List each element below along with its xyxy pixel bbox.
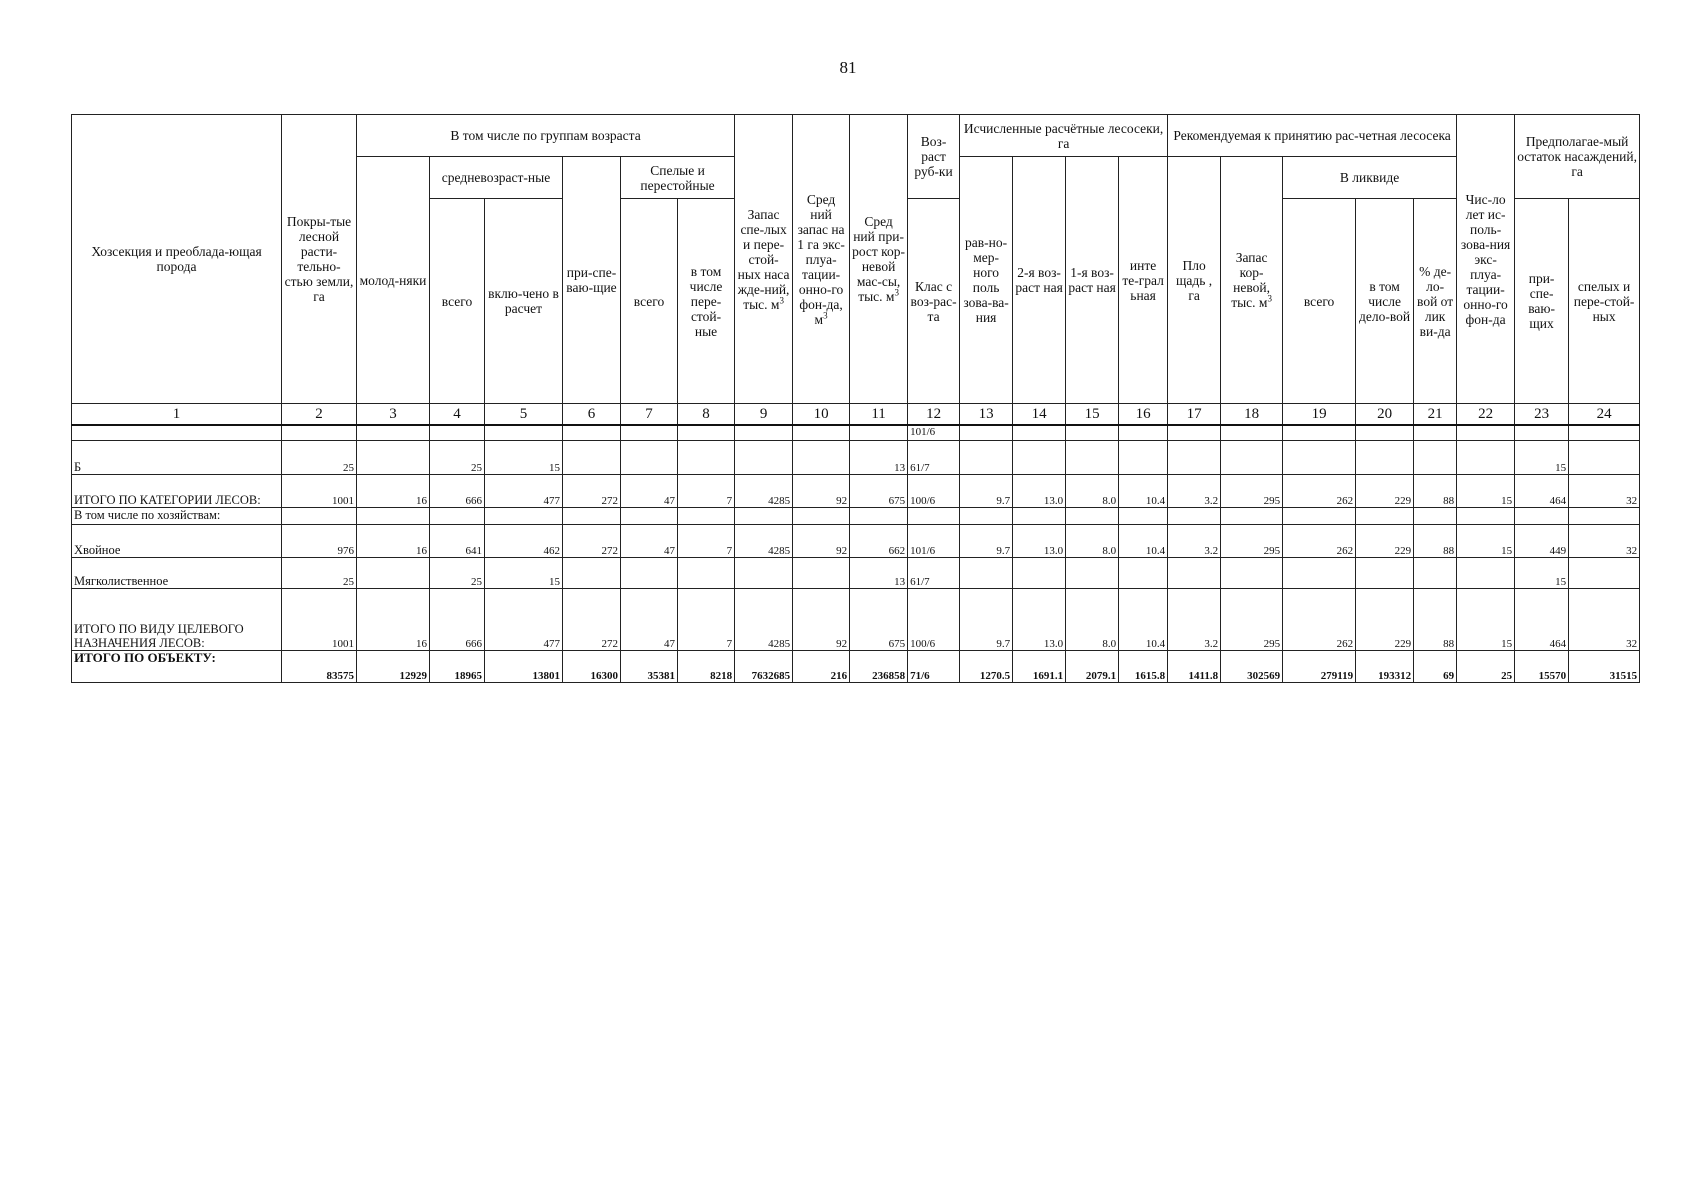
column-number: 22: [1457, 404, 1515, 426]
header-age-groups: В том числе по группам возраста: [357, 115, 735, 157]
table-cell: [430, 507, 485, 524]
table-cell: [1013, 425, 1066, 440]
table-cell: [1414, 425, 1457, 440]
table-cell: [1221, 507, 1283, 524]
table-cell: [1066, 425, 1119, 440]
table-cell: 16: [357, 588, 430, 650]
cutting-area-table: [71, 114, 1640, 683]
table-cell: 302569: [1221, 650, 1283, 682]
header-second-age: 2-я воз-раст ная: [1013, 157, 1066, 404]
table-cell: [1283, 425, 1356, 440]
table-cell: 1691.1: [1013, 650, 1066, 682]
table-cell: 229: [1356, 524, 1414, 557]
table-cell: 9.7: [960, 588, 1013, 650]
table-cell: [960, 425, 1013, 440]
table-cell: 236858: [850, 650, 908, 682]
table-cell: [563, 440, 621, 474]
header-liquid-total: всего: [1283, 199, 1356, 404]
table-cell: 3.2: [1168, 588, 1221, 650]
header-remaining-ripe: спелых и пере-стой-ных: [1569, 199, 1640, 404]
table-cell: [1356, 440, 1414, 474]
table-cell: [1013, 507, 1066, 524]
table-cell: 32: [1569, 524, 1640, 557]
table-cell: [357, 557, 430, 588]
table-cell: 464: [1515, 588, 1569, 650]
column-number-row: [72, 404, 1640, 426]
table-cell: [678, 557, 735, 588]
table-cell: [678, 425, 735, 440]
age-class-cell: 100/6: [908, 588, 960, 650]
column-number: 23: [1515, 404, 1569, 426]
table-row: [72, 650, 1640, 682]
table-row: [72, 425, 1640, 440]
table-cell: [357, 507, 430, 524]
table-cell: [1457, 557, 1515, 588]
table-cell: [735, 440, 793, 474]
table-cell: 295: [1221, 524, 1283, 557]
column-number: 4: [430, 404, 485, 426]
table-cell: 35381: [621, 650, 678, 682]
table-cell: 262: [1283, 588, 1356, 650]
age-class-cell: 61/7: [908, 557, 960, 588]
row-label: Хвойное: [72, 524, 282, 557]
table-cell: 1001: [282, 588, 357, 650]
column-number: 13: [960, 404, 1013, 426]
header-first-age: 1-я воз-раст ная: [1066, 157, 1119, 404]
age-class-cell: [908, 507, 960, 524]
table-cell: [357, 425, 430, 440]
table-cell: [1569, 507, 1640, 524]
table-cell: [735, 507, 793, 524]
table-cell: 193312: [1356, 650, 1414, 682]
table-cell: [960, 440, 1013, 474]
column-number: 9: [735, 404, 793, 426]
table-cell: [735, 425, 793, 440]
table-cell: [1066, 440, 1119, 474]
table-cell: [621, 557, 678, 588]
table-cell: [563, 507, 621, 524]
table-cell: 32: [1569, 588, 1640, 650]
header-ripe-overmature-incl: в том числе пере-стой-ные: [678, 199, 735, 404]
table-row: [72, 474, 1640, 507]
table-cell: 47: [621, 524, 678, 557]
table-cell: 25: [282, 440, 357, 474]
header-business-percent: % де-ло-вой от лик ви-да: [1414, 199, 1457, 404]
table-cell: [678, 440, 735, 474]
table-cell: 229: [1356, 474, 1414, 507]
table-cell: [793, 425, 850, 440]
age-class-cell: 101/6: [908, 425, 960, 440]
table-cell: 7: [678, 588, 735, 650]
column-number: 20: [1356, 404, 1414, 426]
column-number: 15: [1066, 404, 1119, 426]
table-cell: 9.7: [960, 524, 1013, 557]
table-cell: [1457, 440, 1515, 474]
table-cell: 83575: [282, 650, 357, 682]
table-cell: 675: [850, 474, 908, 507]
table-cell: 295: [1221, 474, 1283, 507]
table-cell: [282, 425, 357, 440]
table-cell: [357, 440, 430, 474]
table-cell: 13.0: [1013, 474, 1066, 507]
table-cell: [1119, 440, 1168, 474]
header-ripe-total: всего: [621, 199, 678, 404]
table-cell: 8218: [678, 650, 735, 682]
table-cell: 262: [1283, 474, 1356, 507]
table-cell: [1356, 425, 1414, 440]
column-number: 12: [908, 404, 960, 426]
table-cell: 15: [485, 440, 563, 474]
table-cell: 10.4: [1119, 588, 1168, 650]
table-cell: 272: [563, 474, 621, 507]
table-cell: 462: [485, 524, 563, 557]
table-cell: [485, 507, 563, 524]
table-row: [72, 440, 1640, 474]
header-cutting-age: Воз-раст руб-ки: [908, 115, 960, 199]
table-cell: [1569, 425, 1640, 440]
table-cell: 464: [1515, 474, 1569, 507]
table-row: [72, 524, 1640, 557]
table-cell: [563, 557, 621, 588]
table-cell: [1013, 440, 1066, 474]
table-cell: [1119, 557, 1168, 588]
table-cell: 295: [1221, 588, 1283, 650]
header-ripe-stock: Запас спе-лых и пере-стой-ных наса жде-ний, тыс. $м^3$: [735, 115, 793, 404]
table-cell: [1168, 507, 1221, 524]
header-integral: инте те-грал ьная: [1119, 157, 1168, 404]
table-cell: [1168, 425, 1221, 440]
row-label: Мягколиственное: [72, 557, 282, 588]
table-cell: 10.4: [1119, 474, 1168, 507]
header-middle-aged: средневозраст-ные: [430, 157, 563, 199]
table-cell: 13: [850, 440, 908, 474]
table-cell: 92: [793, 474, 850, 507]
table-cell: 15: [1515, 440, 1569, 474]
table-cell: 229: [1356, 588, 1414, 650]
column-number: 5: [485, 404, 563, 426]
header-average-stock: Сред ний запас на 1 га экс-плуа-тации-онно-го фон-да, $м^3$: [793, 115, 850, 404]
table-cell: 13.0: [1013, 588, 1066, 650]
header-middle-total: всего: [430, 199, 485, 404]
table-cell: 15: [1515, 557, 1569, 588]
row-label: ИТОГО ПО КАТЕГОРИИ ЛЕСОВ:: [72, 474, 282, 507]
table-cell: [850, 425, 908, 440]
table-cell: [1168, 440, 1221, 474]
table-cell: 88: [1414, 474, 1457, 507]
table-cell: 8.0: [1066, 474, 1119, 507]
table-cell: [1569, 557, 1640, 588]
table-cell: 15: [1457, 474, 1515, 507]
table-cell: 477: [485, 588, 563, 650]
column-number: 10: [793, 404, 850, 426]
table-cell: [1283, 440, 1356, 474]
header-liquid: В ликвиде: [1283, 157, 1457, 199]
table-cell: 9.7: [960, 474, 1013, 507]
table-cell: [1221, 440, 1283, 474]
table-cell: 88: [1414, 524, 1457, 557]
table-cell: 976: [282, 524, 357, 557]
table-cell: [1457, 425, 1515, 440]
header-remaining-stands: Предполагае-мый остаток насаждений, га: [1515, 115, 1640, 199]
table-cell: [1168, 557, 1221, 588]
table-cell: 32: [1569, 474, 1640, 507]
table-cell: 1411.8: [1168, 650, 1221, 682]
table-cell: 13801: [485, 650, 563, 682]
table-cell: [1356, 557, 1414, 588]
table-cell: 12929: [357, 650, 430, 682]
table-cell: 25: [430, 557, 485, 588]
header-young: молод-няки: [357, 157, 430, 404]
table-cell: 18965: [430, 650, 485, 682]
header-covered-land: Покры-тые лесной расти-тельно-стью земли, га: [282, 115, 357, 404]
table-cell: 25: [430, 440, 485, 474]
table-cell: 16: [357, 524, 430, 557]
table-cell: 3.2: [1168, 474, 1221, 507]
table-cell: [1066, 557, 1119, 588]
column-number: 17: [1168, 404, 1221, 426]
header-farm-section: Хозсекция и преоблада-ющая порода: [72, 115, 282, 404]
age-class-cell: 71/6: [908, 650, 960, 682]
table-cell: 272: [563, 588, 621, 650]
table-cell: 7632685: [735, 650, 793, 682]
table-cell: 477: [485, 474, 563, 507]
header-uniform-use: рав-но-мер-ного поль зова-ва-ния: [960, 157, 1013, 404]
table-cell: 92: [793, 524, 850, 557]
header-remaining-maturing: при-спе-ваю-щих: [1515, 199, 1569, 404]
column-number: 7: [621, 404, 678, 426]
table-cell: 31515: [1569, 650, 1640, 682]
column-number: 21: [1414, 404, 1457, 426]
table-cell: [1119, 425, 1168, 440]
table-cell: [850, 507, 908, 524]
row-label: В том числе по хозяйствам:: [72, 507, 282, 524]
table-cell: 16: [357, 474, 430, 507]
table-cell: 92: [793, 588, 850, 650]
table-cell: [1013, 557, 1066, 588]
column-number: 1: [72, 404, 282, 426]
column-number: 16: [1119, 404, 1168, 426]
table-cell: [793, 440, 850, 474]
table-cell: 25: [1457, 650, 1515, 682]
table-cell: 16300: [563, 650, 621, 682]
table-cell: 7: [678, 474, 735, 507]
table-cell: [1066, 507, 1119, 524]
table-cell: [1414, 557, 1457, 588]
table-cell: [1356, 507, 1414, 524]
table-row: [72, 588, 1640, 650]
table-row: [72, 507, 1640, 524]
table-cell: 262: [1283, 524, 1356, 557]
header-maturing: при-спе-ваю-щие: [563, 157, 621, 404]
header-years-of-use: Чис-ло лет ис-поль-зова-ния экс-плуа-тации-онно-го фон-да: [1457, 115, 1515, 404]
table-cell: [1515, 507, 1569, 524]
table-cell: [1283, 557, 1356, 588]
table-cell: 8.0: [1066, 588, 1119, 650]
page-number: 81: [839, 58, 857, 77]
table-cell: 15570: [1515, 650, 1569, 682]
table-cell: [678, 507, 735, 524]
table-cell: 272: [563, 524, 621, 557]
table-cell: [563, 425, 621, 440]
table-cell: 1270.5: [960, 650, 1013, 682]
table-cell: 15: [1457, 588, 1515, 650]
table-cell: 216: [793, 650, 850, 682]
table-cell: 662: [850, 524, 908, 557]
table-cell: [282, 507, 357, 524]
age-class-cell: 100/6: [908, 474, 960, 507]
table-cell: [621, 440, 678, 474]
column-number: 18: [1221, 404, 1283, 426]
row-label: ИТОГО ПО ОБЪЕКТУ:: [72, 650, 282, 682]
table-cell: 279119: [1283, 650, 1356, 682]
table-cell: 2079.1: [1066, 650, 1119, 682]
table-cell: [1414, 440, 1457, 474]
table-cell: 13.0: [1013, 524, 1066, 557]
header-calculated-areas: Исчисленные расчётные лесосеки, га: [960, 115, 1168, 157]
table-cell: 7: [678, 524, 735, 557]
row-label: Б: [72, 440, 282, 474]
table-cell: 88: [1414, 588, 1457, 650]
table-cell: 3.2: [1168, 524, 1221, 557]
table-cell: [1221, 557, 1283, 588]
table-cell: [621, 507, 678, 524]
age-class-cell: 61/7: [908, 440, 960, 474]
table-cell: [1457, 507, 1515, 524]
table-cell: [430, 425, 485, 440]
age-class-cell: 101/6: [908, 524, 960, 557]
table-cell: 641: [430, 524, 485, 557]
table-cell: 10.4: [1119, 524, 1168, 557]
table-cell: [485, 425, 563, 440]
table-cell: [1283, 507, 1356, 524]
row-label: [72, 425, 282, 440]
table-cell: 449: [1515, 524, 1569, 557]
header-recommended-area: Рекомендуемая к принятию рас-четная лесосека: [1168, 115, 1457, 157]
table-cell: 8.0: [1066, 524, 1119, 557]
header-root-stock: Запас кор-невой, тыс. $м^3$: [1221, 157, 1283, 404]
table-cell: 4285: [735, 474, 793, 507]
column-number: 6: [563, 404, 621, 426]
table-cell: 69: [1414, 650, 1457, 682]
table-cell: [960, 557, 1013, 588]
header-middle-included: вклю-чено в расчет: [485, 199, 563, 404]
column-number: 14: [1013, 404, 1066, 426]
table-cell: [793, 557, 850, 588]
table-cell: 25: [282, 557, 357, 588]
table-cell: 47: [621, 588, 678, 650]
table-cell: [1569, 440, 1640, 474]
table-cell: [1515, 425, 1569, 440]
header-liquid-business: в том числе дело-вой: [1356, 199, 1414, 404]
table-cell: [793, 507, 850, 524]
column-number: 2: [282, 404, 357, 426]
table-cell: 4285: [735, 588, 793, 650]
table-row: [72, 557, 1640, 588]
table-cell: 666: [430, 474, 485, 507]
table-cell: 675: [850, 588, 908, 650]
table-cell: [960, 507, 1013, 524]
table-cell: [735, 557, 793, 588]
table-cell: 15: [485, 557, 563, 588]
column-number: 24: [1569, 404, 1640, 426]
table-cell: [621, 425, 678, 440]
header-area-ha: Пло щадь , га: [1168, 157, 1221, 404]
table-cell: 13: [850, 557, 908, 588]
column-number: 8: [678, 404, 735, 426]
table-cell: 4285: [735, 524, 793, 557]
table-cell: [1221, 425, 1283, 440]
column-number: 19: [1283, 404, 1356, 426]
header-average-growth: Сред ний при-рост кор-невой мас-сы, тыс. $м^3$: [850, 115, 908, 404]
column-number: 3: [357, 404, 430, 426]
table-cell: [1414, 507, 1457, 524]
row-label: ИТОГО ПО ВИДУ ЦЕЛЕВОГО НАЗНАЧЕНИЯ ЛЕСОВ:: [72, 588, 282, 650]
table-cell: 666: [430, 588, 485, 650]
table-cell: 1615.8: [1119, 650, 1168, 682]
table-cell: 1001: [282, 474, 357, 507]
table-cell: [1119, 507, 1168, 524]
column-number: 11: [850, 404, 908, 426]
table-cell: 47: [621, 474, 678, 507]
table-cell: 15: [1457, 524, 1515, 557]
table-body: [72, 425, 1640, 682]
header-ripe-overmature: Спелые и перестойные: [621, 157, 735, 199]
header-age-class: Клас с воз-рас-та: [908, 199, 960, 404]
